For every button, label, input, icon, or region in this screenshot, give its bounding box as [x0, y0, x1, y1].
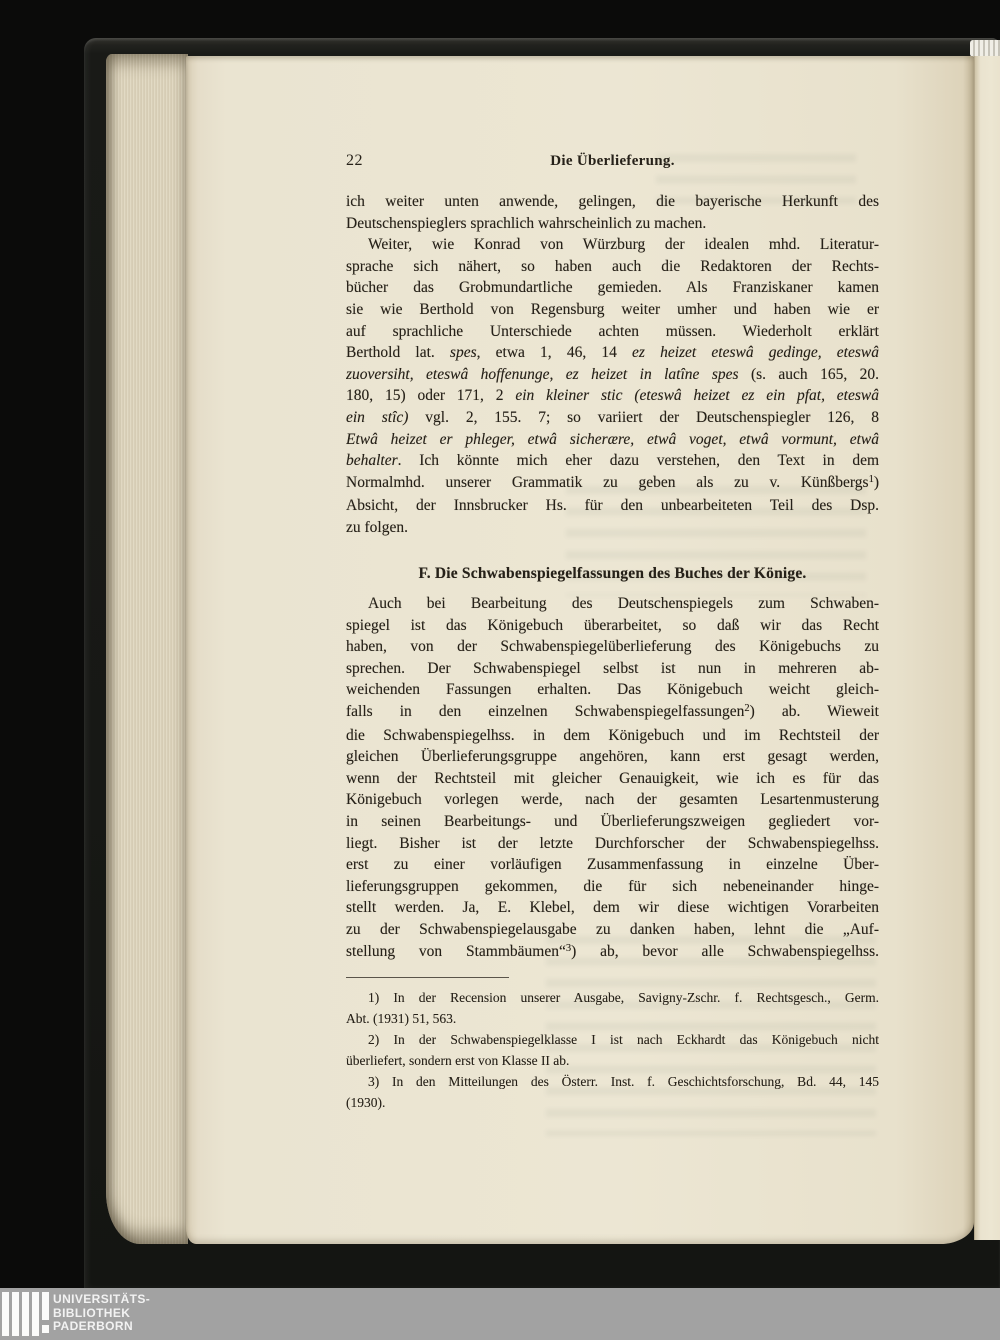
footnotes: 1) In der Recension unserer Ausgabe, Savigny-Zschr. f. Rechtsgesch., Germ. Abt. (1931) 51, 563. 2) In der Schwabenspiegelklasse I ist nach Eckhardt das Königebuch nicht überliefert, sondern erst von Klasse II ab. 3) In den Mitteilungen des Österr. Inst. f. Geschichtsforschung, Bd. 44, 145 (1930).: [346, 990, 879, 1111]
ub-paderborn-logo-icon: [2, 1292, 48, 1338]
section-paragraphs: Auch bei Bearbeitung des Deutschenspiegels zum Schwaben- spiegel ist das Königebuch überarbeitet, so daß wir das Recht haben, von der Schwabenspiegelüberlieferung des Königebuchs zu sprechen. Der Schwabenspiegel selbst ist nun in mehreren ab- weichenden Fassungen erhalten. Das Königebuch weicht gleich- falls in den einzelnen Schwabenspiegelfassungen$^2$) ab. Wieweit die Schwabenspiegelhss. in dem Königebuch und im Rechtsteil der gleichen Überlieferungsgruppe angehören, kann erst gesagt werden, wenn der Rechtsteil mit gleicher Genauigkeit, wie ich es für das Königebuch vorlegen werde, nach der gesamten Lesartenmusterung in seinen Bearbeitungs- und Überlieferungszweigen gegliedert vor- liegt. Bisher ist der letzte Durchforscher der Schwabenspiegelhss. erst zu einer vorläufigen Zusammenfassung in einzelne Über- lieferungsgruppen gekommen, die für sich nebeneinander hinge- stellt werden. Ja, E. Klebel, dem wir diese wichtigen Vorarbeiten zu der Schwabenspiegelausgabe zu danken haben, lehnt die „Auf- stellung von Stammbäumen“$^3$) ab, bevor alle Schwabenspiegelhss.: [346, 595, 879, 960]
page-number: 22: [346, 152, 363, 169]
page-edge-stack: [106, 54, 188, 1244]
page-content: [186, 56, 974, 1244]
footnote-rule: [346, 977, 509, 978]
running-header: Die Überlieferung.: [550, 153, 675, 169]
book-page: [186, 56, 974, 1244]
facing-page-edge: [974, 56, 1000, 1240]
book-headband: [970, 40, 1000, 57]
library-name-line: PADERBORN: [53, 1319, 134, 1333]
library-name-line: BIBLIOTHEK: [53, 1305, 131, 1320]
library-name: [53, 1293, 150, 1334]
scan-footer-band: [0, 1288, 1000, 1340]
section-heading: F. Die Schwabenspiegelfassungen des Buches der Könige.: [418, 564, 807, 582]
library-name-line: UNIVERSITÄTS-: [53, 1292, 151, 1306]
intro-paragraphs: ich weiter unten anwende, gelingen, die bayerische Herkunft des Deutschenspieglers sprachlich wahrscheinlich zu machen. Weiter, wie Konrad von Würzburg der idealen mhd. Literatur- sprache sich nähert, so haben auch die Redaktoren der Rechts- bücher das Grobmundartliche gemieden. Als Franziskaner kamen sie wie Berthold von Regensburg weiter umher und haben wie er auf sprachliche Unterschiede achten müssen. Wiederholt erklärt Berthold lat. spes, etwa 1, 46, 14 ez heizet eteswâ gedinge, eteswâ zuoversiht, eteswâ hoffenunge, ez heizet in latîne spes (s. auch 165, 20. 180, 15) oder 171, 2 ein kleiner stic (eteswâ heizet ez ein pfat, eteswâ ein stîc) vgl. 2, 155. 7; so variiert der Deutschenspiegler 126, 8 Etwâ heizet er phleger, etwâ sicherære, etwâ voget, etwâ vormunt, etwâ behalter. Ich könnte mich eher dazu verstehen, den Text in dem Normalmhd. unserer Grammatik zu geben als zu v. Künßbergs$^1$) Absicht, der Innsbrucker Hs. für den unbearbeiteten Teil des Dsp. zu folgen.: [346, 193, 879, 536]
text-block: [346, 191, 879, 1113]
